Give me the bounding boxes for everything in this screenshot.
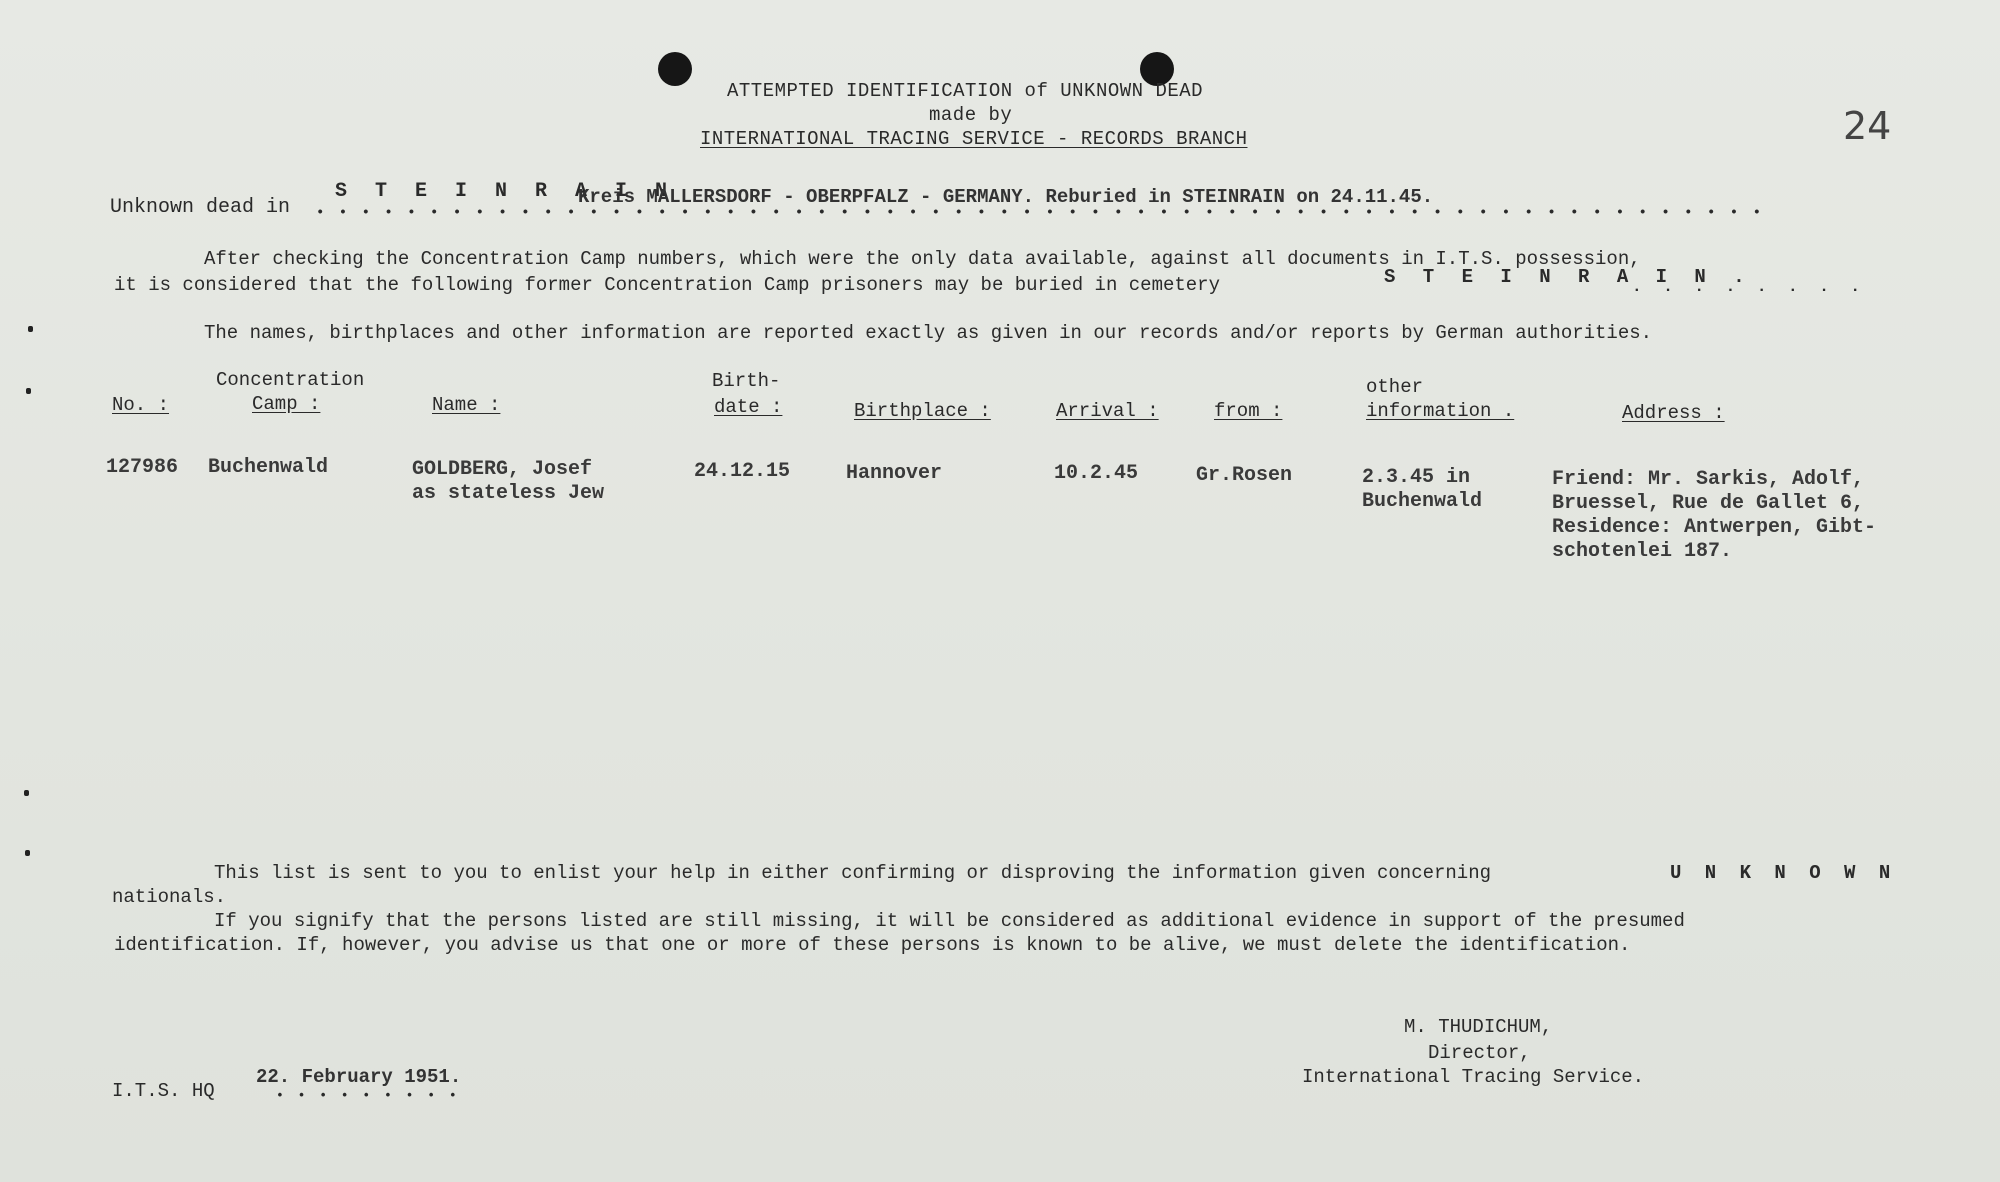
cell-arrival: 10.2.45: [1054, 462, 1139, 485]
intro-line-3: The names, birthplaces and other information are reported exactly as given in our records and/or reports by German authorities.: [204, 322, 1653, 344]
margin-mark: [26, 388, 31, 394]
closing-line-1: This list is sent to you to enlist your help in either confirming or disproving the information given concerning: [214, 862, 1492, 884]
cell-birthplace: Hannover: [846, 462, 943, 485]
signatory-name: M. THUDICHUM,: [1404, 1016, 1553, 1038]
cell-address: Friend: Mr. Sarkis, Adolf, Bruessel, Rue de Gallet 6, Residence: Antwerpen, Gibt- schotenlei 187.: [1552, 468, 1877, 563]
col-arrival: Arrival :: [1056, 400, 1159, 422]
col-birthplace: Birthplace :: [854, 400, 991, 422]
margin-mark: [24, 790, 29, 796]
location-dots: • • • • • • • • • • • • • • • • • • • • • • • • • • • • • • • • • • • • • • • • • • • • • • • • • • • • • • • • • • • • • • • •: [316, 205, 1764, 221]
page-number: 24: [1843, 104, 1892, 148]
col-birthdate: date :: [714, 396, 783, 418]
unknown-nationality: U N K N O W N: [1670, 862, 1897, 884]
issuing-organization: INTERNATIONAL TRACING SERVICE - RECORDS BRANCH: [700, 128, 1248, 150]
col-other-top: other: [1366, 376, 1424, 398]
document-subtitle: made by: [929, 104, 1013, 126]
punch-hole-left: [658, 52, 692, 86]
footer-location: I.T.S. HQ: [112, 1080, 215, 1102]
cell-name: GOLDBERG, Josef as stateless Jew: [412, 458, 605, 505]
col-birthdate-top: Birth-: [712, 370, 781, 392]
margin-mark: [28, 326, 33, 332]
signatory-org: International Tracing Service.: [1302, 1066, 1645, 1088]
col-other: information .: [1366, 400, 1515, 422]
location-label: Unknown dead in: [110, 196, 291, 219]
col-from: from :: [1214, 400, 1283, 422]
document-title: ATTEMPTED IDENTIFICATION of UNKNOWN DEAD: [727, 80, 1204, 102]
col-address: Address :: [1622, 402, 1725, 424]
intro-line-1: After checking the Concentration Camp numbers, which were the only data available, against all documents in I.T.S. possession,: [204, 248, 1641, 270]
intro-line-2: it is considered that the following former Concentration Camp prisoners may be buried in cemetery: [114, 274, 1220, 296]
signatory-title: Director,: [1428, 1042, 1531, 1064]
cell-birthdate: 24.12.15: [694, 460, 791, 483]
cell-no: 127986: [106, 456, 179, 479]
margin-mark: [25, 850, 30, 856]
closing-line-3: If you signify that the persons listed are still missing, it will be considered as additional evidence in support of the presumed: [214, 910, 1685, 932]
closing-line-4: identification. If, however, you advise us that one or more of these persons is known to be alive, we must delete the identification.: [114, 934, 1631, 956]
cemetery-name: S T E I N R A I N .: [1384, 266, 1753, 288]
cell-other: 2.3.45 in Buchenwald: [1362, 466, 1483, 513]
cemetery-dots: . . . . . . . .: [1632, 278, 1867, 296]
cell-camp: Buchenwald: [208, 456, 329, 479]
col-no: No. :: [112, 394, 170, 416]
cell-from: Gr.Rosen: [1196, 464, 1293, 487]
col-camp-top: Concentration: [216, 369, 365, 391]
col-camp: Camp :: [252, 393, 321, 415]
closing-line-2: nationals.: [112, 886, 227, 908]
location-detail: Kreis MALLERSDORF - OBERPFALZ - GERMANY. Reburied in STEINRAIN on 24.11.45.: [578, 186, 1434, 208]
col-name: Name :: [432, 394, 501, 416]
footer-date-dots: • • • • • • • • •: [276, 1088, 460, 1103]
location-place: S T E I N R A I N: [335, 180, 676, 203]
footer-date: 22. February 1951.: [256, 1066, 462, 1088]
